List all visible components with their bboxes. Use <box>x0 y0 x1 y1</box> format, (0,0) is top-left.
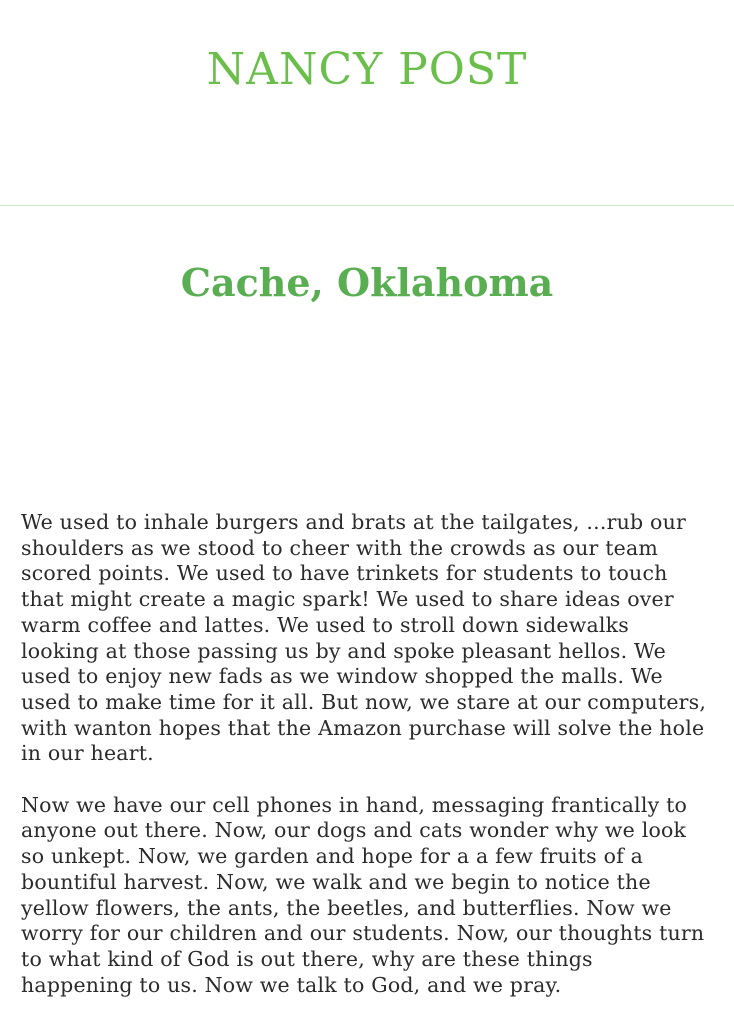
paragraph: Now we have our cell phones in hand, messaging frantically to anyone out there. Now, our dogs and cats wonder why we look so unkept. Now, we garden and hope for a a few fruits of a bountiful harvest. Now, we walk and we begin to notice the yellow flowers, the ants, the beetles, and butterflies. Now we worry for our children and our students. Now, our thoughts turn to what kind of God is out there, why are these things happening to us. Now we talk to God, and we pray. <box>21 792 705 997</box>
page-title: Cache, Oklahoma <box>180 260 554 305</box>
header-divider <box>0 205 734 206</box>
site-title[interactable]: NANCY POST <box>206 44 528 95</box>
paragraph: We used to inhale burgers and brats at the tailgates, ...rub our shoulders as we stood to cheer with the crowds as our team scored points. We used to have trinkets for students to touch that might create a magic spark! We used to share ideas over warm coffee and lattes. We used to stroll down sidewalks looking at those passing us by and spoke pleasant hellos. We used to enjoy new fads as we window shopped the malls. We used to make time for it all. But now, we stare at our computers, with wanton hopes that the Amazon purchase will solve the hole in our heart. <box>21 510 707 766</box>
post-content <box>21 510 711 998</box>
